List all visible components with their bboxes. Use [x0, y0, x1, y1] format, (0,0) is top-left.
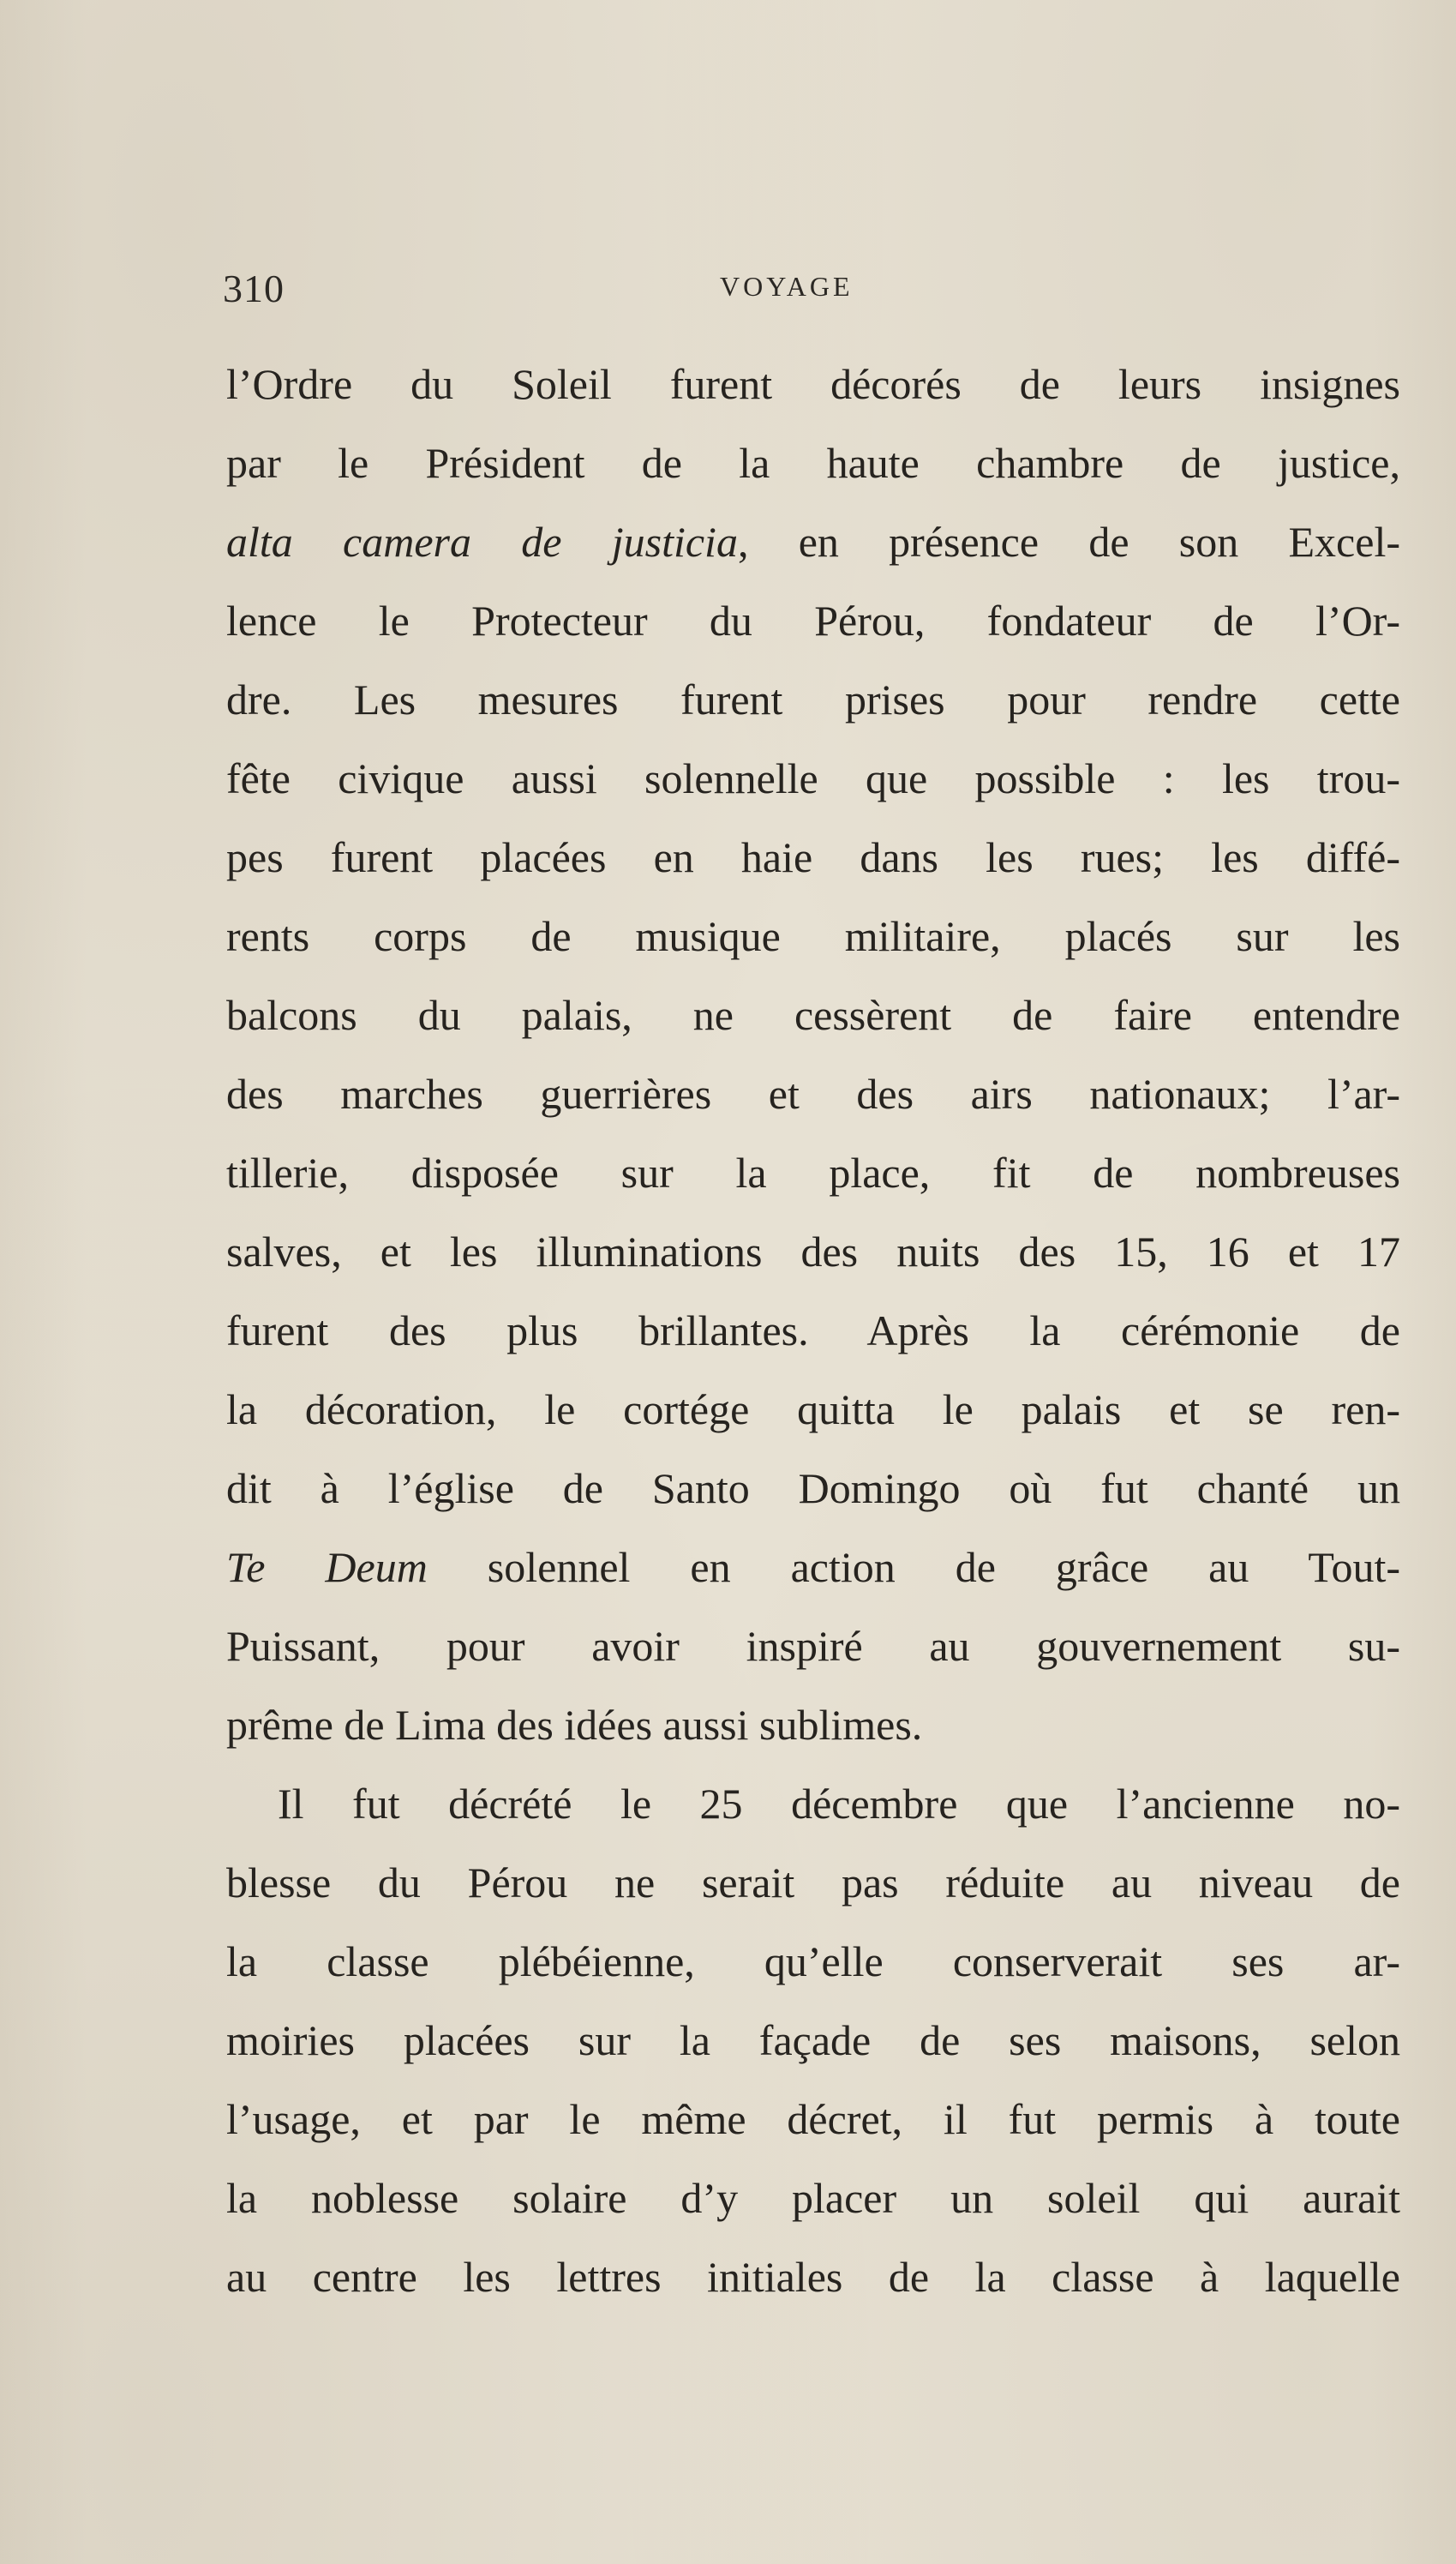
- text-line: Puissant, pour avoir inspiré au gouvernement su-: [226, 1622, 1400, 1670]
- running-head: [223, 266, 1388, 317]
- text-line: tillerie, disposée sur la place, fit de nombreuses: [226, 1149, 1400, 1197]
- text-line: dre. Les mesures furent prises pour rendre cette: [226, 676, 1400, 724]
- text-line: salves, et les illuminations des nuits des 15, 16 et 17: [226, 1228, 1400, 1276]
- text-line: lence le Protecteur du Pérou, fondateur de l’Or-: [226, 597, 1400, 645]
- text-line: fête civique aussi solennelle que possible : les trou-: [226, 754, 1400, 802]
- italic-phrase: alta camera de justicia: [226, 518, 738, 566]
- body-text: [226, 345, 1400, 2316]
- page-number: 310: [223, 267, 285, 310]
- text-line: la classe plébéienne, qu’elle conserverait ses ar-: [226, 1937, 1400, 1985]
- text-line: moiries placées sur la façade de ses maisons, selon: [226, 2016, 1400, 2064]
- text-line: la décoration, le cortége quitta le palais et se ren-: [226, 1385, 1400, 1433]
- italic-phrase: Te Deum: [226, 1543, 428, 1591]
- text-line: l’Ordre du Soleil furent décorés de leurs insignes: [226, 360, 1400, 408]
- text-line: rents corps de musique militaire, placés sur les: [226, 912, 1400, 960]
- text-line: l’usage, et par le même décret, il fut permis à toute: [226, 2095, 1400, 2143]
- running-title: VOYAGE: [720, 271, 854, 302]
- text-line: par le Président de la haute chambre de justice,: [226, 439, 1400, 487]
- paragraph-first-line: Il fut décrété le 25 décembre que l’ancienne no-: [278, 1780, 1400, 1828]
- text-segment: , en présence de son Excel-: [737, 518, 1400, 566]
- text-line: [226, 502, 1400, 581]
- text-segment: solennel en action de grâce au Tout-: [427, 1543, 1400, 1591]
- text-line: [226, 1528, 1400, 1606]
- text-line: la noblesse solaire d’y placer un soleil qui aurait: [226, 2174, 1400, 2222]
- text-line: pes furent placées en haie dans les rues; les diffé-: [226, 833, 1400, 881]
- text-line: au centre les lettres initiales de la classe à laquelle: [226, 2253, 1400, 2301]
- text-line: blesse du Pérou ne serait pas réduite au niveau de: [226, 1858, 1400, 1906]
- text-line: dit à l’église de Santo Domingo où fut chanté un: [226, 1464, 1400, 1512]
- text-line: des marches guerrières et des airs nationaux; l’ar-: [226, 1070, 1400, 1118]
- paragraph-last-line: prême de Lima des idées aussi sublimes.: [226, 1701, 923, 1749]
- text-line: furent des plus brillantes. Après la cérémonie de: [226, 1306, 1400, 1354]
- text-line: balcons du palais, ne cessèrent de faire entendre: [226, 991, 1400, 1039]
